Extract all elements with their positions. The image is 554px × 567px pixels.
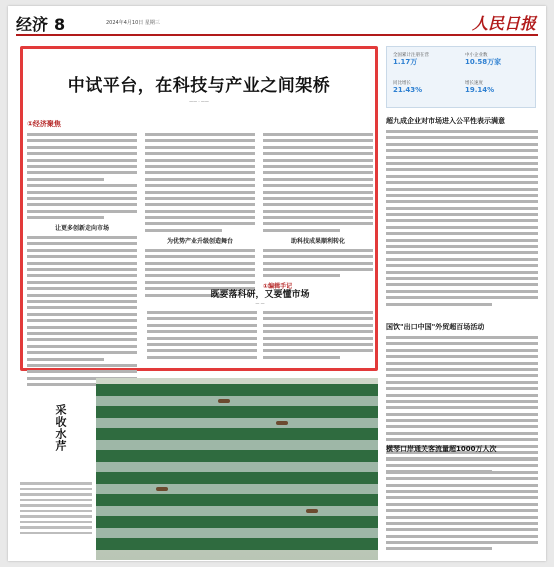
- sub-article-col-2: [263, 311, 373, 362]
- right-article-2-body: [386, 336, 538, 477]
- boat-icon: [306, 509, 318, 513]
- section-name: 经济: [16, 15, 49, 34]
- page-number: 8: [54, 15, 66, 34]
- aerial-photo-water-celery[interactable]: [96, 378, 378, 560]
- boat-icon: [218, 399, 230, 403]
- boat-icon: [156, 487, 168, 491]
- article-title: 中试平台，在科技与产业之间架桥: [67, 76, 331, 96]
- boat-icon: [276, 421, 288, 425]
- stat-item: 同比增长 21.43%: [393, 81, 423, 94]
- editor-note-label: ①编辑手记: [263, 283, 293, 291]
- photo-caption-text: [20, 482, 92, 537]
- right-headline-2[interactable]: 国饮"出口中国"外贸超百场活动: [386, 323, 485, 331]
- stat-item: 增长速度 19.14%: [465, 81, 495, 94]
- article-column-2: [145, 133, 255, 300]
- sub-article-col-1: [147, 311, 257, 362]
- article-lede: ①经济聚焦: [27, 120, 61, 128]
- newspaper-logo: 人民日报: [471, 14, 536, 33]
- sub-title-byline: — —: [255, 301, 265, 306]
- article-subhead: 助科技成果顺利转化: [290, 237, 345, 245]
- page-header: [16, 10, 538, 36]
- right-headline-3[interactable]: 横琴口岸通关客流量超1000万人次: [386, 445, 497, 453]
- date-line: 2024年4月10日 星期三: [106, 20, 160, 26]
- article-byline: —— · ——: [189, 99, 209, 104]
- article-subhead: 为优势产业升级创造舞台: [166, 237, 233, 245]
- newspaper-page: [8, 6, 546, 561]
- right-article-1-body: [386, 130, 538, 309]
- article-subhead: 让更多创新走向市场: [54, 225, 109, 233]
- right-headline-1[interactable]: 超九成企业对市场进入公平性表示满意: [386, 117, 505, 125]
- article-column-3: [263, 133, 373, 294]
- article-sub-title: 既要落科研，又要懂市场: [210, 290, 310, 300]
- stat-item: 中小企业数 10.58万家: [465, 53, 502, 66]
- stats-infobox: [386, 46, 536, 108]
- section-badge: [16, 12, 65, 35]
- right-article-3-body: [386, 458, 538, 554]
- photo-caption-vertical: 采收水芹: [54, 404, 67, 452]
- article-column-1: [27, 133, 137, 389]
- stat-item: 全国累计注册在营 1.17万: [393, 53, 429, 66]
- featured-article[interactable]: [20, 46, 378, 371]
